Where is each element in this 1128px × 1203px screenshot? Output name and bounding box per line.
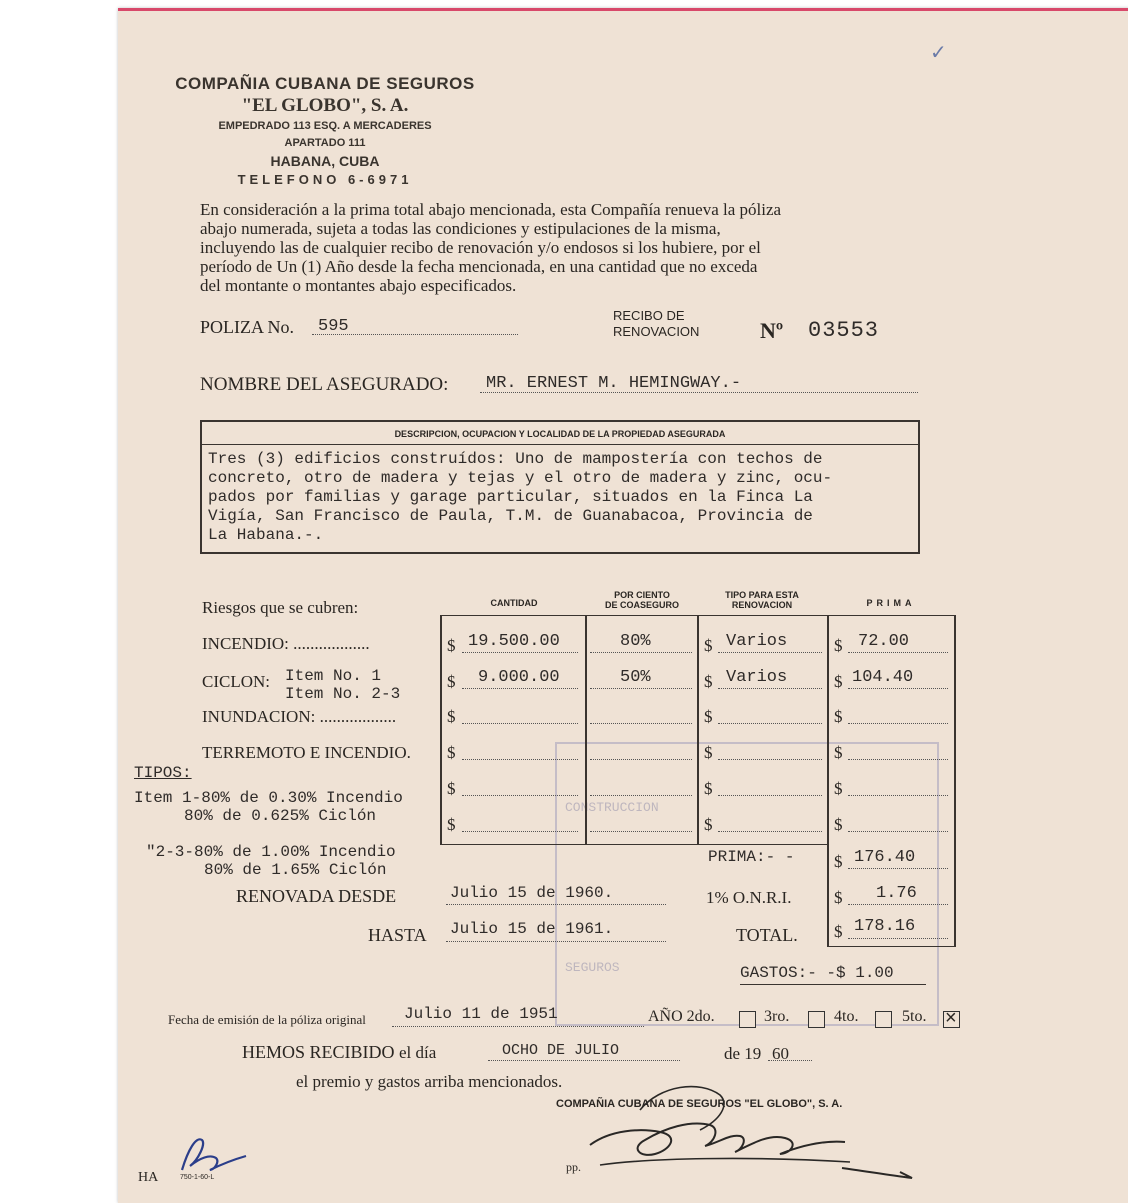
receipt-de19: de 19 bbox=[724, 1044, 762, 1063]
handwritten-signature bbox=[570, 1070, 870, 1180]
dollar-sign: $ bbox=[834, 672, 843, 691]
prima-col-left bbox=[827, 615, 829, 947]
checkbox-3ro[interactable] bbox=[808, 1011, 825, 1028]
prima-col-bottom bbox=[827, 946, 956, 947]
dollar-sign: $ bbox=[447, 672, 456, 691]
onri-label: 1% O.N.R.I. bbox=[706, 888, 792, 907]
gastos: GASTOS:- -$ 1.00 bbox=[740, 964, 894, 982]
tipo-line bbox=[718, 795, 822, 796]
tipos-line-1: Item 1-80% de 0.30% Incendio bbox=[134, 789, 403, 807]
intro-line-1: En consideración a la prima total abajo mencionada, esta Compañía renueva la póliza bbox=[200, 200, 782, 219]
col-header-tipo-1: TIPO PARA ESTA bbox=[725, 590, 799, 600]
property-header: DESCRIPCION, OCUPACION Y LOCALIDAD DE LA PROPIEDAD ASEGURADA bbox=[394, 429, 726, 439]
opt-5to-label: 5to. bbox=[902, 1008, 927, 1025]
initials-signature bbox=[170, 1120, 260, 1180]
hasta-label: HASTA bbox=[368, 925, 427, 945]
day-line bbox=[488, 1060, 680, 1061]
hasta-date: Julio 15 de 1961. bbox=[450, 920, 614, 938]
table-col-divider bbox=[697, 615, 699, 845]
dollar-sign: $ bbox=[704, 743, 713, 762]
policy-number: 595 bbox=[318, 317, 349, 336]
prima-line bbox=[848, 723, 948, 724]
ciclon-item-2: Item No. 2-3 bbox=[285, 685, 401, 703]
stamp-impression-text: CONSTRUCCION bbox=[565, 800, 659, 815]
row-ciclon-label: CICLON: bbox=[202, 672, 270, 691]
intro-line-3: incluyendo las de cualquier recibo de renovación y/o endosos si los hubiere, por el bbox=[200, 238, 761, 257]
risks-title: Riesgos que se cubren: bbox=[202, 598, 359, 617]
dollar-sign: $ bbox=[834, 636, 843, 655]
incendio-coaseguro: 80% bbox=[620, 632, 651, 651]
prima-total: 176.40 bbox=[854, 848, 916, 867]
prima-line bbox=[848, 904, 948, 905]
amount-line bbox=[462, 795, 578, 796]
footer-code: HA bbox=[138, 1170, 159, 1185]
table-col-divider bbox=[585, 615, 587, 845]
intro-line-2: abajo numerada, sujeta a todas las condiciones y estipulaciones de la misma, bbox=[200, 219, 721, 238]
prima-line bbox=[848, 938, 948, 939]
dollar-sign: $ bbox=[704, 779, 713, 798]
pp-label: pp. bbox=[566, 1160, 581, 1174]
prima-line bbox=[848, 652, 948, 653]
receipt-day: OCHO DE JULIO bbox=[502, 1042, 620, 1059]
ciclon-coaseguro: 50% bbox=[620, 668, 651, 687]
dollar-sign: $ bbox=[704, 815, 713, 834]
total-label: TOTAL. bbox=[736, 925, 798, 945]
company-name: COMPAÑIA CUBANA DE SEGUROS bbox=[175, 74, 475, 93]
incendio-cantidad: 19.500.00 bbox=[468, 632, 560, 651]
dollar-sign: $ bbox=[834, 707, 843, 726]
hemos-recibido: HEMOS RECIBIDO el día bbox=[242, 1042, 437, 1062]
tipos-line-3: "2-3-80% de 1.00% Incendio bbox=[146, 843, 396, 861]
property-header-rule bbox=[202, 444, 918, 445]
col-header-coaseguro-1: POR CIENTO bbox=[614, 590, 670, 600]
property-line-1: Tres (3) edificios construídos: Uno de mampostería con techos de bbox=[208, 450, 823, 468]
amount-line bbox=[462, 759, 578, 760]
company-address-2: APARTADO 111 bbox=[284, 137, 366, 149]
property-line-2: concreto, otro de madera y tejas y el otro de madera y zinc, ocu- bbox=[208, 469, 833, 487]
amount-line bbox=[462, 688, 578, 689]
emission-line bbox=[392, 1026, 644, 1027]
ciclon-item-1: Item No. 1 bbox=[285, 667, 382, 685]
ciclon-tipo: Varios bbox=[726, 668, 788, 687]
coaseguro-line bbox=[590, 795, 692, 796]
ciclon-cantidad: 9.000.00 bbox=[478, 668, 560, 687]
dollar-sign: $ bbox=[834, 852, 843, 871]
prima-line bbox=[848, 868, 948, 869]
amount-line bbox=[462, 652, 578, 653]
dollar-sign: $ bbox=[834, 922, 843, 941]
prima-total-label: PRIMA:- - bbox=[708, 848, 795, 866]
property-line-4: Vigía, San Francisco de Paula, T.M. de Guanabacoa, Provincia de bbox=[208, 507, 813, 525]
intro-line-5: del montante o montantes abajo especificados. bbox=[200, 276, 517, 295]
insured-name: MR. ERNEST M. HEMINGWAY.- bbox=[486, 374, 742, 393]
total-amount: 178.16 bbox=[854, 917, 916, 936]
dollar-sign: $ bbox=[704, 636, 713, 655]
property-line-5: La Habana.-. bbox=[208, 526, 324, 544]
ano-label: AÑO 2do. bbox=[648, 1008, 715, 1025]
company-city: HABANA, CUBA bbox=[270, 153, 380, 169]
company-phone: TELEFONO 6-6971 bbox=[237, 172, 413, 187]
dollar-sign: $ bbox=[447, 815, 456, 834]
row-inundacion-label: INUNDACION: .................. bbox=[202, 707, 397, 726]
dollar-sign: $ bbox=[447, 779, 456, 798]
prima-col-right bbox=[954, 615, 956, 947]
dollar-sign: $ bbox=[834, 779, 843, 798]
table-bottom-rule bbox=[440, 844, 828, 845]
intro-line-4: período de Un (1) Año desde la fecha mencionada, en una cantidad que no exceda bbox=[200, 257, 758, 276]
ciclon-prima: 104.40 bbox=[852, 668, 914, 687]
prima-line bbox=[848, 831, 948, 832]
hasta-line bbox=[446, 941, 666, 942]
dollar-sign: $ bbox=[447, 636, 456, 655]
prima-line bbox=[848, 688, 948, 689]
checkbox-4to[interactable] bbox=[875, 1011, 892, 1028]
tipos-line-2: 80% de 0.625% Ciclón bbox=[184, 807, 377, 825]
dollar-sign: $ bbox=[834, 815, 843, 834]
dollar-sign: $ bbox=[447, 743, 456, 762]
tipo-line bbox=[718, 831, 822, 832]
coaseguro-line bbox=[590, 759, 692, 760]
gastos-rule bbox=[740, 984, 926, 985]
coaseguro-line bbox=[590, 688, 692, 689]
dollar-sign: $ bbox=[834, 743, 843, 762]
tipo-line bbox=[718, 759, 822, 760]
coaseguro-line bbox=[590, 831, 692, 832]
amount-line bbox=[462, 723, 578, 724]
emission-date: Julio 11 de 1951 bbox=[404, 1005, 558, 1023]
opt-3ro-label: 3ro. bbox=[764, 1008, 790, 1025]
desde-line bbox=[446, 904, 666, 905]
dollar-sign: $ bbox=[704, 672, 713, 691]
dollar-sign: $ bbox=[704, 707, 713, 726]
prima-line bbox=[848, 759, 948, 760]
tipo-line bbox=[718, 652, 822, 653]
receipt-label-2: RENOVACION bbox=[613, 324, 700, 339]
row-terremoto-label: TERREMOTO E INCENDIO. bbox=[202, 743, 411, 762]
policy-label: POLIZA No. bbox=[200, 317, 294, 337]
receipt-year: 60 bbox=[772, 1044, 789, 1063]
dollar-sign: $ bbox=[834, 888, 843, 907]
col-header-tipo-2: RENOVACION bbox=[731, 600, 793, 610]
col-header-coaseguro-2: DE COASEGURO bbox=[604, 600, 679, 610]
emission-label: Fecha de emisión de la póliza original bbox=[168, 1012, 366, 1027]
dollar-sign: $ bbox=[447, 707, 456, 726]
receipt-number: 03553 bbox=[808, 318, 880, 343]
receipt-line-2: el premio y gastos arriba mencionados. bbox=[296, 1072, 563, 1091]
receipt-label-1: RECIBO DE bbox=[613, 308, 685, 323]
checkbox-2do[interactable] bbox=[739, 1011, 756, 1028]
company-address-1: EMPEDRADO 113 ESQ. A MERCADERES bbox=[218, 120, 432, 132]
stamp-impression-text: SEGUROS bbox=[565, 960, 620, 975]
receipt-number-label: Nº bbox=[760, 318, 784, 343]
company-signature-block: COMPAÑIA CUBANA DE SEGUROS "EL GLOBO", S. A. bbox=[556, 1098, 843, 1110]
coaseguro-line bbox=[590, 652, 692, 653]
tipos-line-4: 80% de 1.65% Ciclón bbox=[204, 861, 387, 879]
prima-line bbox=[848, 795, 948, 796]
checkmark-icon: ✓ bbox=[930, 42, 947, 64]
col-header-cantidad: CANTIDAD bbox=[490, 598, 538, 608]
tipos-title: TIPOS: bbox=[134, 764, 192, 782]
checkbox-5to[interactable] bbox=[943, 1011, 960, 1028]
property-line-3: pados por familias y garage particular, situados en la Finca La bbox=[208, 488, 813, 506]
onri-amount: 1.76 bbox=[876, 884, 917, 903]
amount-line bbox=[462, 831, 578, 832]
footer-form-number: 750-1-60-L bbox=[180, 1174, 215, 1181]
tipo-line bbox=[718, 688, 822, 689]
opt-4to-label: 4to. bbox=[834, 1008, 859, 1025]
company-tradename: "EL GLOBO", S. A. bbox=[241, 95, 409, 116]
incendio-tipo: Varios bbox=[726, 632, 788, 651]
pen-stroke bbox=[840, 1162, 920, 1182]
row-incendio-label: INCENDIO: .................. bbox=[202, 634, 370, 653]
insured-label: NOMBRE DEL ASEGURADO: bbox=[200, 374, 449, 395]
col-header-prima: PRIMA bbox=[866, 598, 916, 608]
renovada-desde-date: Julio 15 de 1960. bbox=[450, 884, 614, 902]
tipo-line bbox=[718, 723, 822, 724]
table-col-divider bbox=[440, 615, 442, 845]
coaseguro-line bbox=[590, 723, 692, 724]
renovada-desde-label: RENOVADA DESDE bbox=[236, 886, 397, 906]
incendio-prima: 72.00 bbox=[858, 632, 910, 651]
